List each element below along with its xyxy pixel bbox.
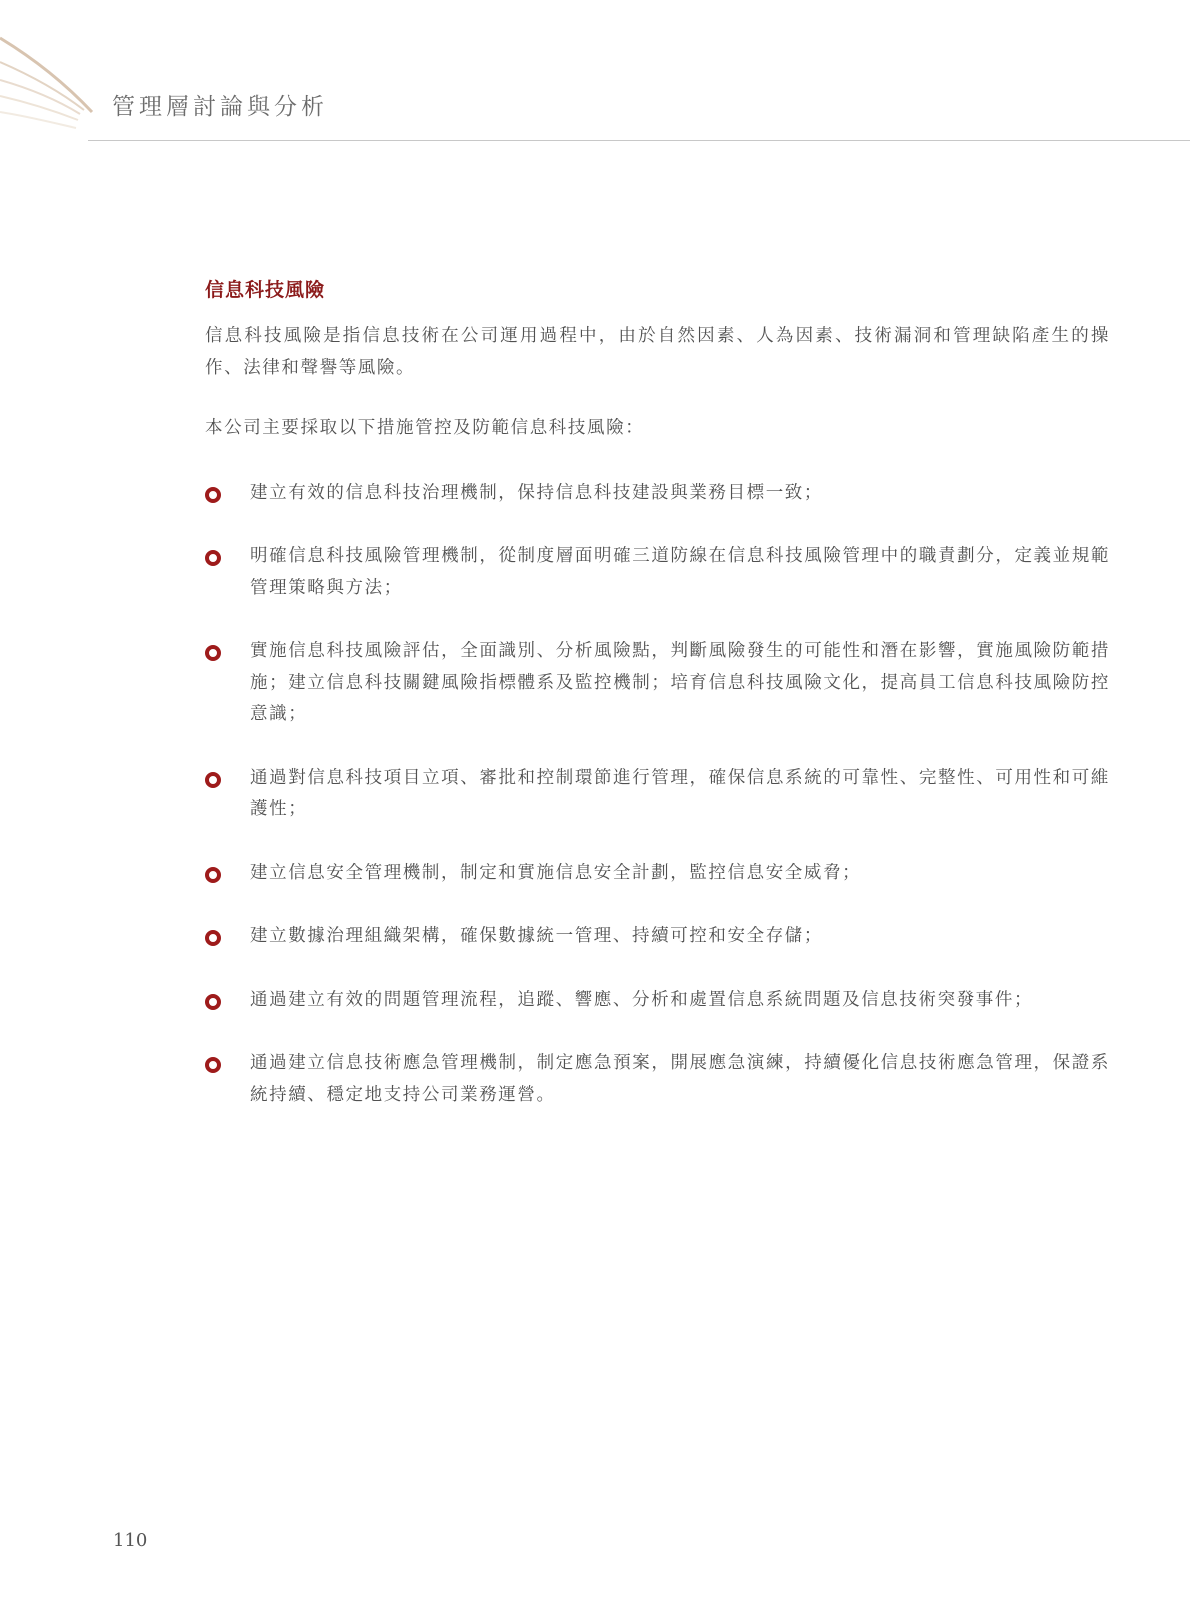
ring-bullet-icon — [205, 930, 221, 946]
measures-list — [205, 478, 1110, 1112]
list-item-text: 建立數據治理組織架構，確保數據統一管理、持續可控和安全存儲； — [250, 926, 823, 946]
section-lead: 本公司主要採取以下措施管控及防範信息科技風險： — [205, 418, 645, 438]
list-item-text: 通過對信息科技項目立項、審批和控制環節進行管理，確保信息系統的可靠性、完整性、可用性和可維護性； — [250, 767, 1110, 819]
header-title: 管理層討論與分析 — [112, 94, 328, 120]
section-heading: 信息科技風險 — [205, 279, 326, 301]
page-number: 110 — [113, 1530, 148, 1551]
ring-bullet-icon — [205, 550, 221, 566]
header-divider — [88, 140, 1190, 141]
list-item — [205, 858, 1110, 890]
ring-bullet-icon — [205, 1057, 221, 1073]
list-item — [205, 478, 1110, 510]
list-item — [205, 921, 1110, 953]
header-decorative-arcs — [0, 0, 120, 150]
ring-bullet-icon — [205, 867, 221, 883]
main-content — [205, 276, 1110, 1143]
list-item-text: 建立有效的信息科技治理機制，保持信息科技建設與業務目標一致； — [250, 482, 823, 503]
ring-bullet-icon — [205, 772, 221, 788]
list-item-text: 建立信息安全管理機制，制定和實施信息安全計劃，監控信息安全威脅； — [250, 862, 862, 883]
list-item-text: 通過建立有效的問題管理流程，追蹤、響應、分析和處置信息系統問題及信息技術突發事件； — [250, 989, 1034, 1010]
section-intro: 信息科技風險是指信息技術在公司運用過程中，由於自然因素、人為因素、技術漏洞和管理缺陷產生的操作、法律和聲譽等風險。 — [205, 326, 1110, 378]
list-item — [205, 1048, 1110, 1111]
ring-bullet-icon — [205, 645, 221, 661]
list-item — [205, 636, 1110, 731]
list-item-text: 明確信息科技風險管理機制，從制度層面明確三道防線在信息科技風險管理中的職責劃分，定義並規範管理策略與方法； — [250, 546, 1110, 598]
list-item-text: 實施信息科技風險評估，全面識別、分析風險點，判斷風險發生的可能性和潛在影響，實施風險防範措施；建立信息科技關鍵風險指標體系及監控機制；培育信息科技風險文化，提高員工信息科技風險防控意識； — [250, 641, 1110, 724]
ring-bullet-icon — [205, 487, 221, 503]
list-item — [205, 985, 1110, 1017]
list-item — [205, 541, 1110, 604]
list-item — [205, 763, 1110, 826]
list-item-text: 通過建立信息技術應急管理機制，制定應急預案，開展應急演練，持續優化信息技術應急管理，保證系統持續、穩定地支持公司業務運營。 — [250, 1053, 1110, 1105]
ring-bullet-icon — [205, 994, 221, 1010]
